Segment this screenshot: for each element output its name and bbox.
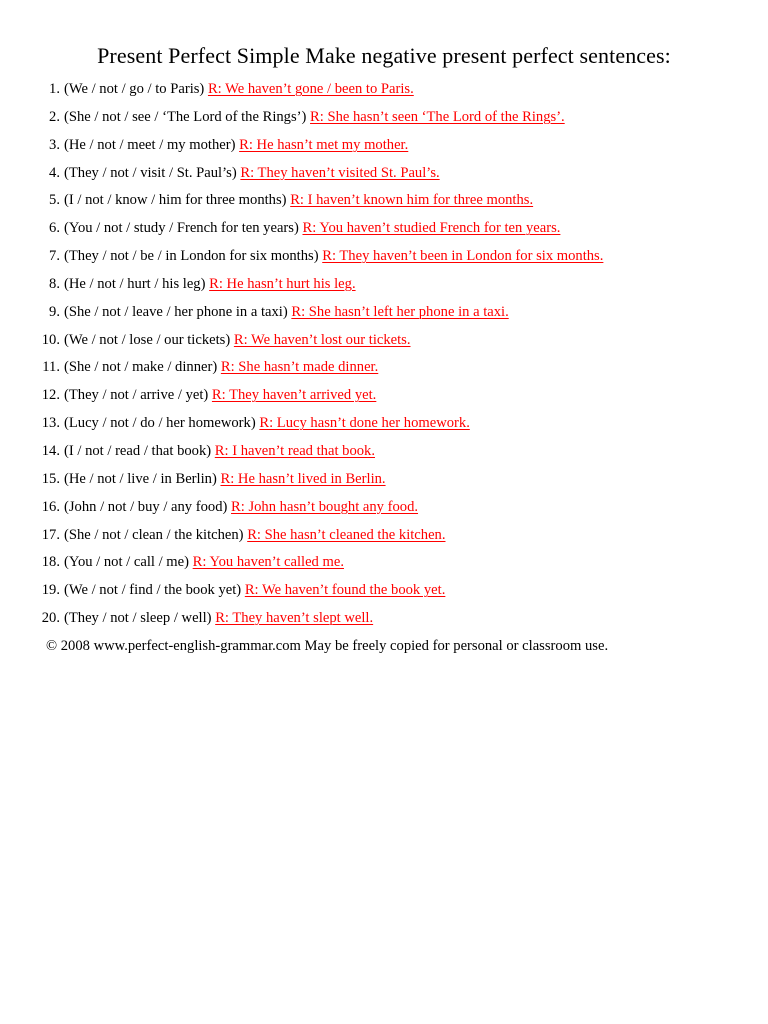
item-number: 14. — [41, 442, 60, 459]
item-prompt: (They / not / sleep / well) — [64, 610, 212, 627]
item-prompt: (You / not / study / French for ten years) — [64, 220, 299, 237]
copyright-footer: © 2008 www.perfect-english-grammar.com May be freely copied for personal or classroom use. — [46, 638, 609, 654]
item-text — [64, 605, 373, 633]
item-number: 20. — [41, 610, 60, 627]
exercise-item — [0, 160, 768, 188]
item-prompt: (They / not / be / in London for six months) — [64, 248, 319, 265]
item-prompt: (I / not / read / that book) — [64, 442, 212, 459]
exercise-item — [0, 104, 768, 132]
item-number: 12. — [41, 387, 60, 404]
item-text — [64, 549, 344, 577]
item-text — [64, 382, 376, 410]
item-answer: R: We haven’t gone / been to Paris. — [207, 81, 414, 97]
item-text — [64, 271, 356, 299]
item-prompt: (Lucy / not / do / her homework) — [64, 415, 256, 432]
item-answer: R: You haven’t called me. — [192, 554, 344, 571]
item-number: 16. — [41, 498, 60, 515]
item-number: 11. — [42, 359, 60, 376]
item-answer: R: She hasn’t seen ‘The Lord of the Rings’. — [310, 108, 565, 125]
item-prompt: (We / not / lose / our tickets) — [64, 331, 231, 348]
item-number: 5. — [49, 192, 60, 209]
item-answer: R: He hasn’t met my mother. — [239, 136, 409, 153]
exercise-item — [0, 271, 768, 299]
item-number: 1. — [49, 81, 60, 97]
item-text — [64, 243, 603, 271]
item-answer: R: She hasn’t made dinner. — [220, 359, 379, 376]
exercise-list — [0, 76, 768, 633]
exercise-item — [0, 327, 768, 355]
item-number: 3. — [49, 136, 60, 153]
item-answer: R: John hasn’t bought any food. — [231, 498, 419, 515]
exercise-item — [0, 243, 768, 271]
exercise-item — [0, 494, 768, 522]
exercise-item — [0, 577, 768, 605]
item-prompt: (She / not / make / dinner) — [64, 359, 218, 376]
item-number: 4. — [49, 164, 60, 181]
exercise-item — [0, 187, 768, 215]
item-text — [64, 410, 470, 438]
item-prompt: (I / not / know / him for three months) — [64, 192, 287, 209]
item-answer: R: They haven’t visited St. Paul’s. — [240, 164, 440, 181]
item-answer: R: He hasn’t hurt his leg. — [209, 275, 356, 292]
item-number: 2. — [49, 108, 60, 125]
item-text — [64, 187, 533, 215]
item-answer: R: You haven’t studied French for ten years. — [302, 220, 561, 237]
item-prompt: (He / not / hurt / his leg) — [64, 275, 206, 292]
exercise-item — [0, 132, 768, 160]
item-prompt: (She / not / see / ‘The Lord of the Rings’) — [64, 108, 307, 125]
item-number: 13. — [41, 415, 60, 432]
item-text — [64, 494, 418, 522]
exercise-item — [0, 522, 768, 550]
item-number: 15. — [41, 470, 60, 487]
item-number: 10. — [41, 331, 60, 348]
exercise-item — [0, 466, 768, 494]
item-answer: R: I haven’t known him for three months. — [290, 192, 534, 209]
item-prompt: (They / not / visit / St. Paul’s) — [64, 164, 237, 181]
item-prompt: (He / not / meet / my mother) — [64, 136, 236, 153]
item-text — [64, 522, 446, 550]
item-prompt: (She / not / clean / the kitchen) — [64, 526, 244, 543]
item-answer: R: She hasn’t left her phone in a taxi. — [291, 303, 509, 320]
item-number: 6. — [49, 220, 60, 237]
item-answer: R: We haven’t found the book yet. — [244, 582, 446, 599]
exercise-item — [0, 549, 768, 577]
item-prompt: (We / not / find / the book yet) — [64, 582, 242, 599]
exercise-item — [0, 215, 768, 243]
exercise-item — [0, 354, 768, 382]
item-text — [64, 215, 560, 243]
item-number: 7. — [49, 248, 60, 265]
item-answer: R: I haven’t read that book. — [214, 442, 375, 459]
item-answer: R: They haven’t been in London for six months. — [322, 248, 604, 265]
exercise-item — [0, 605, 768, 633]
item-text — [64, 438, 375, 466]
item-text — [64, 132, 408, 160]
item-prompt: (John / not / buy / any food) — [64, 498, 228, 515]
item-number: 8. — [49, 275, 60, 292]
item-number: 9. — [49, 303, 60, 320]
item-text — [64, 104, 565, 132]
item-answer: R: She hasn’t cleaned the kitchen. — [247, 526, 446, 543]
item-prompt: (She / not / leave / her phone in a taxi) — [64, 303, 288, 320]
item-number: 17. — [41, 526, 60, 543]
item-prompt: (They / not / arrive / yet) — [64, 387, 209, 404]
item-text — [64, 299, 509, 327]
item-text — [64, 354, 378, 382]
item-answer: R: They haven’t arrived yet. — [211, 387, 377, 404]
item-prompt: (He / not / live / in Berlin) — [64, 470, 217, 487]
item-text — [64, 160, 440, 188]
item-number: 19. — [41, 582, 60, 599]
exercise-item — [0, 410, 768, 438]
item-prompt: (We / not / go / to Paris) — [64, 81, 205, 97]
item-answer: R: They haven’t slept well. — [215, 610, 374, 627]
item-text — [64, 76, 414, 104]
item-answer: R: We haven’t lost our tickets. — [233, 331, 411, 348]
item-prompt: (You / not / call / me) — [64, 554, 189, 571]
item-text — [64, 327, 411, 355]
item-answer: R: He hasn’t lived in Berlin. — [220, 470, 386, 487]
item-answer: R: Lucy hasn’t done her homework. — [259, 415, 470, 432]
page-title: Present Perfect Simple Make negative present perfect sentences: — [97, 43, 671, 68]
exercise-item — [0, 299, 768, 327]
exercise-item — [0, 438, 768, 466]
item-text — [64, 577, 445, 605]
item-text — [64, 466, 386, 494]
exercise-item — [0, 382, 768, 410]
item-number: 18. — [41, 554, 60, 571]
exercise-item — [0, 76, 768, 104]
